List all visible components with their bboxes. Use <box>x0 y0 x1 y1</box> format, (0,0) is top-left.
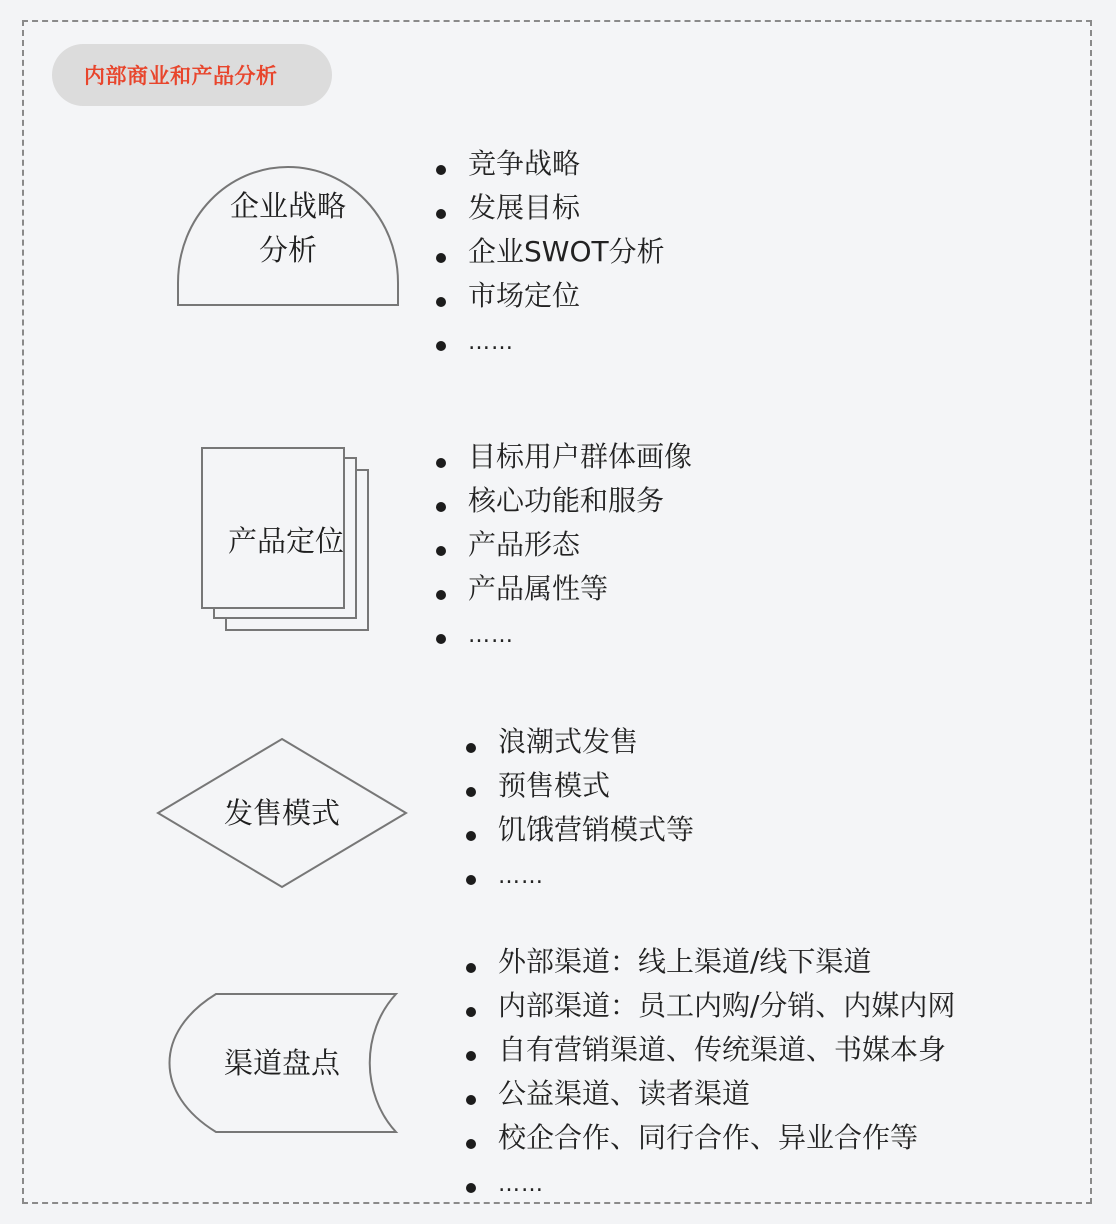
bullet-icon <box>466 875 476 885</box>
sales-shape <box>156 737 408 889</box>
list-item: …… <box>436 619 692 667</box>
bullet-icon <box>466 743 476 753</box>
bullet-icon <box>466 831 476 841</box>
bullet-icon <box>466 1051 476 1061</box>
bullet-icon <box>466 1183 476 1193</box>
bullet-icon <box>436 165 446 175</box>
bullet-icon <box>436 590 446 600</box>
strategy-shape <box>176 165 400 307</box>
bullet-icon <box>436 634 446 644</box>
list-item: 目标用户群体画像 <box>436 443 692 487</box>
bullet-icon <box>436 546 446 556</box>
list-item: 预售模式 <box>466 772 694 816</box>
channel-shape <box>166 992 400 1134</box>
list-item: 产品属性等 <box>436 575 692 619</box>
bullet-icon <box>466 1095 476 1105</box>
list-item: 市场定位 <box>436 282 665 326</box>
sales-list <box>466 725 695 908</box>
sales-label <box>156 737 408 889</box>
list-item: …… <box>466 1168 955 1216</box>
product-list <box>436 440 693 667</box>
list-item: 发展目标 <box>436 194 665 238</box>
strategy-label <box>176 157 400 299</box>
list-item: 竞争战略 <box>436 150 665 194</box>
product-shape <box>200 446 372 634</box>
bullet-icon <box>436 341 446 351</box>
list-item: 校企合作、同行合作、异业合作等 <box>466 1124 955 1168</box>
bullet-icon <box>436 502 446 512</box>
bullet-icon <box>466 1007 476 1017</box>
section-tag <box>52 44 332 106</box>
list-item: 外部渠道：线上渠道/线下渠道 <box>466 948 955 992</box>
list-item: 公益渠道、读者渠道 <box>466 1080 955 1124</box>
bullet-icon <box>436 458 446 468</box>
section-tag-label: 内部商业和产品分析 <box>84 64 278 88</box>
product-label-line-1: 产品定位 <box>227 524 344 558</box>
list-item: 浪潮式发售 <box>466 728 694 772</box>
bullet-icon <box>436 209 446 219</box>
bullet-icon <box>436 253 446 263</box>
channel-label <box>166 992 398 1134</box>
channel-label-line-1: 渠道盘点 <box>223 1046 340 1080</box>
list-item: 企业SWOT分析 <box>436 238 665 282</box>
list-item: 产品形态 <box>436 531 692 575</box>
bullet-icon <box>466 787 476 797</box>
product-label <box>200 446 372 636</box>
list-item: 饥饿营销模式等 <box>466 816 694 860</box>
strategy-label-line-1: 企业战略 <box>229 189 346 223</box>
list-item: 自有营销渠道、传统渠道、书媒本身 <box>466 1036 955 1080</box>
channel-list <box>466 945 956 1216</box>
sales-label-line-1: 发售模式 <box>223 796 340 830</box>
list-item: 核心功能和服务 <box>436 487 692 531</box>
list-item: 内部渠道：员工内购/分销、内媒内网 <box>466 992 955 1036</box>
bullet-icon <box>436 297 446 307</box>
bullet-icon <box>466 963 476 973</box>
list-item: …… <box>466 860 694 908</box>
bullet-icon <box>466 1139 476 1149</box>
strategy-label-line-2: 分析 <box>258 233 317 267</box>
strategy-list <box>436 147 665 374</box>
list-item: …… <box>436 326 665 374</box>
